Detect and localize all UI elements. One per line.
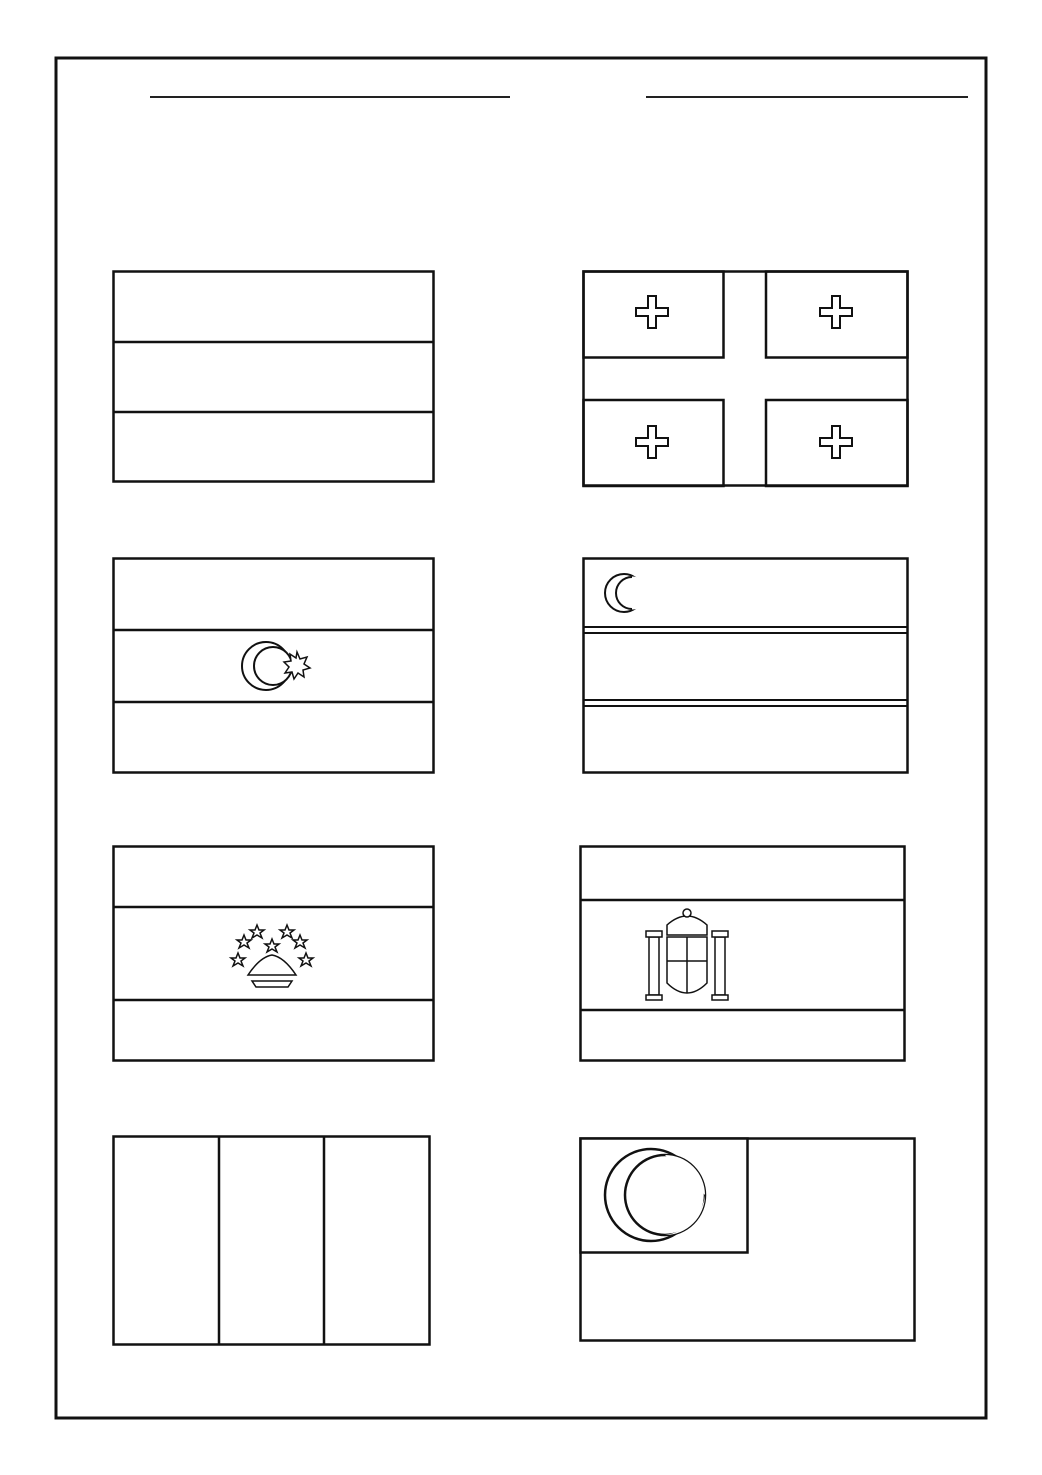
belgium-flag-outline[interactable] <box>112 1135 432 1347</box>
armenia-flag-outline[interactable] <box>112 270 436 484</box>
azerbaijan-flag-outline[interactable] <box>112 557 436 775</box>
georgia-flag-outline[interactable] <box>582 270 910 488</box>
uzbekistan-flag-outline[interactable] <box>582 557 910 775</box>
malaysia-flag-outline[interactable] <box>579 1137 917 1343</box>
name-input-line[interactable] <box>150 96 510 98</box>
spain-flag-outline[interactable] <box>579 845 907 1063</box>
tajikistan-flag-outline[interactable] <box>112 845 436 1063</box>
date-input-line[interactable] <box>646 96 968 98</box>
